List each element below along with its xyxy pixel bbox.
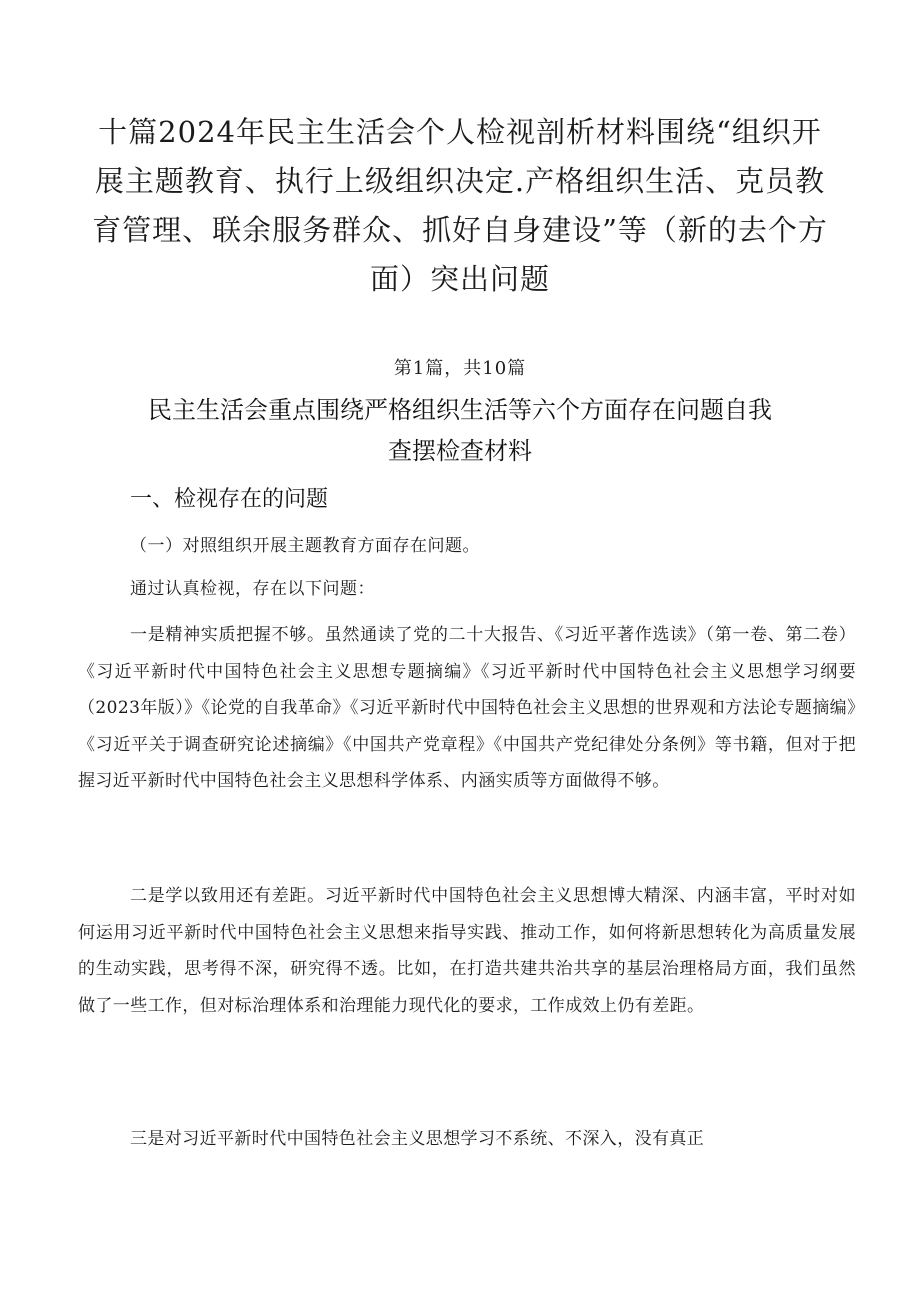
- main-title: 十篇2024年民主生活会个人检视剖析材料围绕“组织开展主题教育、执行上级组织决定.产格组织生活、克员教育管理、联余服务群众、抓好自身建设”等（新的去个方面）突出问题: [92, 115, 828, 296]
- part-label: 第1篇，共10篇: [393, 358, 527, 379]
- sub-title: 民主生活会重点围绕严格组织生活等六个方面存在问题自我查摆检查材料: [148, 396, 772, 465]
- intro-text: 通过认真检视，存在以下问题：: [130, 579, 375, 599]
- paragraph-2: 二是学以致用还有差距。习近平新时代中国特色社会主义思想博大精深、内涵丰富，平时对如何运用习近平新时代中国特色社会主义思想来指导实践、推动工作，如何将新思想转化为高质量发展的生动实践，思考得不深，研究得不透。比如，在打造共建共治共享的基层治理格局方面，我们虽然做了一些工作，但对标治理体系和治理能力现代化的要求，工作成效上仍有差距。: [78, 886, 856, 1016]
- section-heading: 一、检视存在的问题: [130, 487, 329, 512]
- sub-heading: （一）对照组织开展主题教育方面存在问题。: [130, 536, 480, 556]
- paragraph-3: 三是对习近平新时代中国特色社会主义思想学习不系统、不深入，没有真正: [130, 1129, 705, 1149]
- paragraph-1: 一是精神实质把握不够。虽然通读了党的二十大报告、《习近平著作选读》（第一卷、第二卷）《习近平新时代中国特色社会主义思想专题摘编》《习近平新时代中国特色社会主义思想学习纲要（2023年版）》《论党的自我革命》《习近平新时代中国特色社会主义思想的世界观和方法论专题摘编》《习近平关于调查研究论述摘编》《中国共产党章程》《中国共产党纪律处分条例》等书籍，但对于把握习近平新时代中国特色社会主义思想科学体系、内涵实质等方面做得不够。: [78, 625, 856, 791]
